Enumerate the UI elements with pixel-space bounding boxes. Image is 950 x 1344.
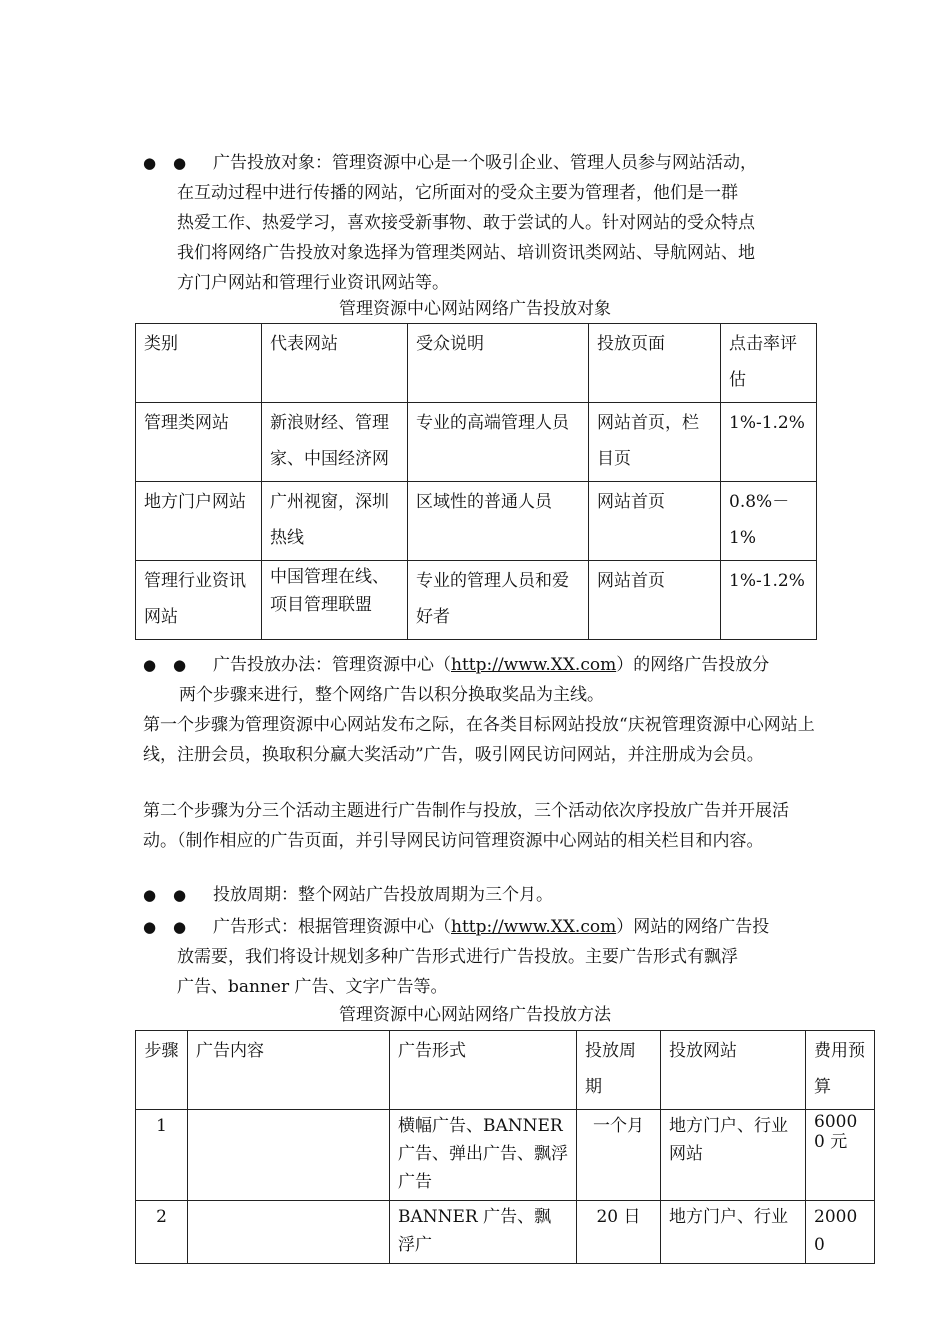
bullet-line: 放需要，我们将设计规划多种广告形式进行广告投放。主要广告形式有飘浮: [177, 947, 738, 967]
bullet-line: 我们将网络广告投放对象选择为管理类网站、培训资讯类网站、导航网站、地: [177, 243, 755, 263]
bullet-dot-icon: ●: [173, 154, 187, 172]
bullet-dot-icon: ●: [143, 154, 157, 172]
table-cell: 横幅广告、BANNER 广告、弹出广告、飘浮广告: [390, 1110, 577, 1201]
site-link[interactable]: http://www.XX.com: [451, 655, 617, 675]
table1-caption: 管理资源中心网站网络广告投放对象: [339, 299, 611, 319]
table-cell: 20000: [806, 1201, 875, 1264]
bullet-text: 投放周期：整个网站广告投放周期为三个月。: [213, 885, 553, 905]
table-cell: 2: [136, 1201, 188, 1264]
header-cell: 投放网站: [661, 1031, 806, 1110]
bullet-marks: [143, 880, 213, 910]
bullet-line: 方门户网站和管理行业资讯网站等。: [177, 273, 449, 293]
table-cell: 1%-1.2%: [721, 561, 817, 640]
table2-caption: 管理资源中心网站网络广告投放方法: [339, 1005, 611, 1025]
header-cell: 广告内容: [188, 1031, 390, 1110]
header-cell: 投放周期: [577, 1031, 661, 1110]
table-cell: 广州视窗，深圳热线: [262, 482, 408, 561]
bullet-text: 广告形式：根据管理资源中心（: [213, 917, 451, 937]
ad-target-table: [135, 323, 817, 640]
header-cell: 投放页面: [589, 324, 721, 403]
table-cell: 管理行业资讯网站: [136, 561, 262, 640]
table-row: [136, 482, 817, 561]
table-cell: 地方门户、行业网站: [661, 1110, 806, 1201]
table-cell: 1%-1.2%: [721, 403, 817, 482]
bullet-ad-form: [143, 912, 813, 1002]
bullet-text: ）网站的网络广告投: [616, 917, 770, 937]
bullet-dot-icon: ●: [143, 656, 157, 674]
header-cell: 类别: [136, 324, 262, 403]
header-cell: 受众说明: [408, 324, 589, 403]
bullet-line: 广告、banner 广告、文字广告等。: [177, 977, 448, 997]
header-cell: 费用预算: [806, 1031, 875, 1110]
table-row: [136, 403, 817, 482]
table-cell: 区域性的普通人员: [408, 482, 589, 561]
bullet-line: 热爱工作、热爱学习，喜欢接受新事物、敢于尝试的人。针对网站的受众特点: [177, 213, 755, 233]
table-cell: 0.8%－1%: [721, 482, 817, 561]
table-row: [136, 1110, 875, 1201]
table-cell: [188, 1110, 390, 1201]
site-link[interactable]: http://www.XX.com: [451, 917, 617, 937]
table-cell: BANNER 广告、飘浮广: [390, 1201, 577, 1264]
paragraph-step-two: 第二个步骤为分三个活动主题进行广告制作与投放，三个活动依次序投放广告并开展活动。（制作相应的广告页面，并引导网民访问管理资源中心网站的相关栏目和内容。: [143, 801, 789, 851]
ad-method-table: [135, 1030, 875, 1264]
bullet-line: 在互动过程中进行传播的网站，它所面对的受众主要为管理者，他们是一群: [177, 183, 738, 203]
table-cell: 网站首页，栏目页: [589, 403, 721, 482]
table-row: [136, 561, 817, 640]
table-cell: 管理类网站: [136, 403, 262, 482]
table-cell: 专业的高端管理人员: [408, 403, 589, 482]
table-cell: 中国管理在线、项目管理联盟: [262, 561, 408, 640]
bullet-dot-icon: ●: [173, 656, 187, 674]
table-cell: 20 日: [577, 1201, 661, 1264]
bullet-dot-icon: ●: [173, 886, 187, 904]
table-cell: 60000 元: [806, 1110, 875, 1201]
bullet-ad-method: [143, 650, 813, 710]
table-cell: 新浪财经、管理家、中国经济网: [262, 403, 408, 482]
bullet-dot-icon: ●: [143, 918, 157, 936]
bullet-text: 广告投放办法：管理资源中心（: [213, 655, 451, 675]
header-cell: 点击率评估: [721, 324, 817, 403]
header-cell: 步骤: [136, 1031, 188, 1110]
table-cell: 地方门户网站: [136, 482, 262, 561]
table-header-row: [136, 324, 817, 403]
table-cell: 网站首页: [589, 561, 721, 640]
bullet-dot-icon: ●: [173, 918, 187, 936]
bullet-marks: [143, 148, 213, 178]
table-cell: 1: [136, 1110, 188, 1201]
bullet-ad-target: [143, 148, 813, 298]
bullet-marks: [143, 650, 213, 680]
header-cell: 广告形式: [390, 1031, 577, 1110]
header-cell: 代表网站: [262, 324, 408, 403]
table-cell: [188, 1201, 390, 1264]
paragraph-step-one: 第一个步骤为管理资源中心网站发布之际，在各类目标网站投放“庆祝管理资源中心网站上线，注册会员，换取积分赢大奖活动”广告，吸引网民访问网站，并注册成为会员。: [143, 715, 815, 765]
table-row: [136, 1201, 875, 1264]
bullet-period: [143, 880, 813, 910]
bullet-marks: [143, 912, 213, 942]
table-cell: 网站首页: [589, 482, 721, 561]
table-cell: 专业的管理人员和爱好者: [408, 561, 589, 640]
table-header-row: [136, 1031, 875, 1110]
bullet-text: ）的网络广告投放分: [616, 655, 770, 675]
bullet-dot-icon: ●: [143, 886, 157, 904]
table-cell: 地方门户、行业: [661, 1201, 806, 1264]
bullet-line: 广告投放对象：管理资源中心是一个吸引企业、管理人员参与网站活动，: [213, 153, 757, 173]
bullet-line: 两个步骤来进行，整个网络广告以积分换取奖品为主线。: [179, 685, 604, 705]
table-cell: 一个月: [577, 1110, 661, 1201]
